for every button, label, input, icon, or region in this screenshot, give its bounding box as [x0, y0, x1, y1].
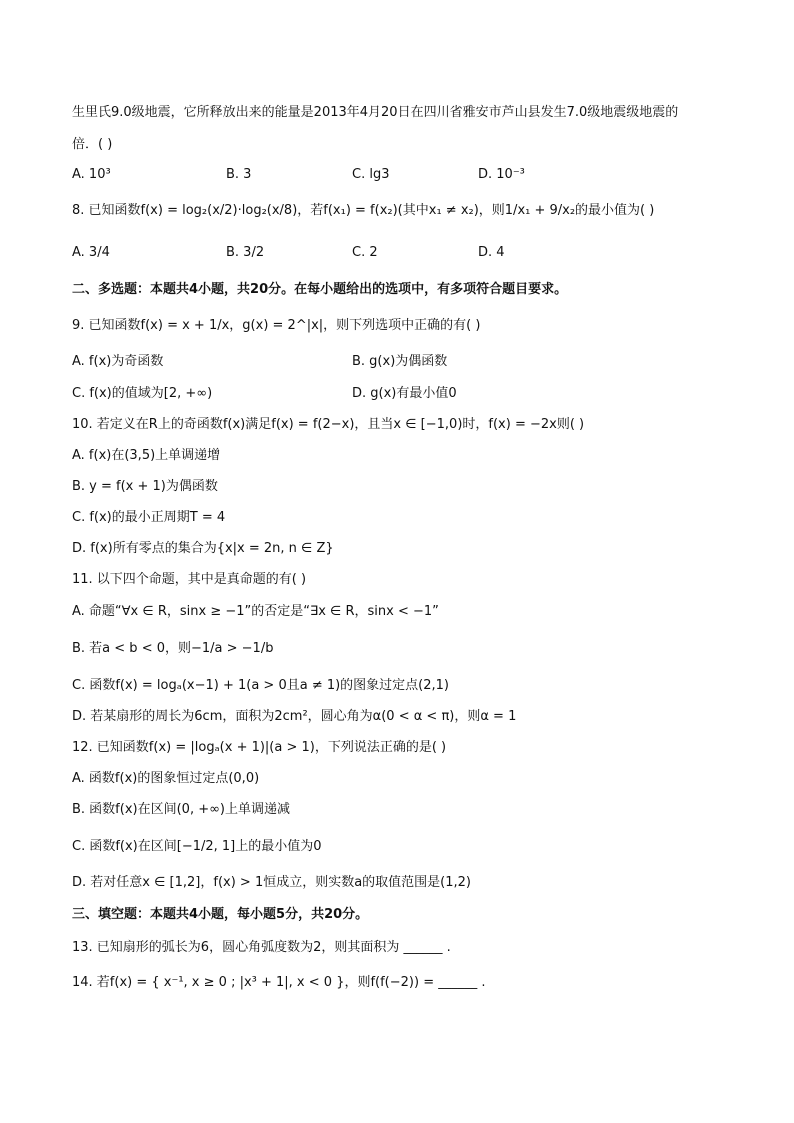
q12-option-a: A. 函数f(x)的图象恒过定点(0,0)	[72, 771, 260, 786]
q7-option-a: A. 10³	[72, 167, 111, 182]
q9-option-b: B. g(x)为偶函数	[352, 354, 448, 369]
q9-option-c: C. f(x)的值域为[2, +∞)	[72, 386, 213, 401]
q10-option-a: A. f(x)在(3,5)上单调递增	[72, 448, 221, 463]
q10-option-b: B. y = f(x + 1)为偶函数	[72, 479, 218, 494]
q12-stem: 12. 已知函数f(x) = |logₐ(x + 1)|(a > 1)，下列说法正确的是( )	[72, 740, 447, 755]
q12-option-b: B. 函数f(x)在区间(0, +∞)上单调递减	[72, 802, 290, 817]
q10-option-c: C. f(x)的最小正周期T = 4	[72, 510, 226, 525]
q7-stem-line1: 生里氏9.0级地震，它所释放出来的能量是2013年4月20日在四川省雅安市芦山县发生7.0级地震级地震的	[72, 105, 679, 120]
q10-stem: 10. 若定义在R上的奇函数f(x)满足f(x) = f(2−x)，且当x ∈ [−1,0)时，f(x) = −2x则( )	[72, 417, 585, 432]
section-3-heading: 三、填空题：本题共4小题，每小题5分，共20分。	[72, 907, 369, 922]
q8-option-b: B. 3/2	[226, 245, 265, 260]
q9-stem: 9. 已知函数f(x) = x + 1/x，g(x) = 2^|x|，则下列选项中正确的有( )	[72, 318, 481, 333]
q14-stem: 14. 若f(x) = { x⁻¹, x ≥ 0 ; |x³ + 1|, x < 0 }，则f(f(−2)) = ______ .	[72, 975, 486, 990]
q8-option-c: C. 2	[352, 245, 378, 260]
q11-option-d: D. 若某扇形的周长为6cm，面积为2cm²，圆心角为α(0 < α < π)，则α = 1	[72, 709, 517, 724]
q8-option-a: A. 3/4	[72, 245, 110, 260]
q7-stem-line2: 倍．( )	[72, 137, 113, 152]
q9-option-a: A. f(x)为奇函数	[72, 354, 164, 369]
q7-option-d: D. 10⁻³	[478, 167, 525, 182]
section-2-heading: 二、多选题：本题共4小题，共20分。在每小题给出的选项中，有多项符合题目要求。	[72, 282, 568, 297]
q11-option-b: B. 若a < b < 0，则−1/a > −1/b	[72, 641, 274, 656]
q13-stem: 13. 已知扇形的弧长为6，圆心角弧度数为2，则其面积为 ______ .	[72, 940, 451, 955]
q11-option-c: C. 函数f(x) = logₐ(x−1) + 1(a > 0且a ≠ 1)的图象过定点(2,1)	[72, 678, 450, 693]
q7-option-b: B. 3	[226, 167, 252, 182]
q9-option-d: D. g(x)有最小值0	[352, 386, 457, 401]
q7-option-c: C. lg3	[352, 167, 390, 182]
q10-option-d: D. f(x)所有零点的集合为{x|x = 2n, n ∈ Z}	[72, 541, 334, 556]
q8-option-d: D. 4	[478, 245, 505, 260]
q8-stem: 8. 已知函数f(x) = log₂(x/2)·log₂(x/8)，若f(x₁) = f(x₂)(其中x₁ ≠ x₂)，则1/x₁ + 9/x₂的最小值为( )	[72, 203, 655, 218]
q11-stem: 11. 以下四个命题，其中是真命题的有( )	[72, 572, 307, 587]
q12-option-c: C. 函数f(x)在区间[−1/2, 1]上的最小值为0	[72, 839, 322, 854]
q12-option-d: D. 若对任意x ∈ [1,2]，f(x) > 1恒成立，则实数a的取值范围是(1,2)	[72, 875, 472, 890]
q11-option-a: A. 命题“∀x ∈ R，sinx ≥ −1”的否定是“∃x ∈ R，sinx < −1”	[72, 604, 439, 619]
